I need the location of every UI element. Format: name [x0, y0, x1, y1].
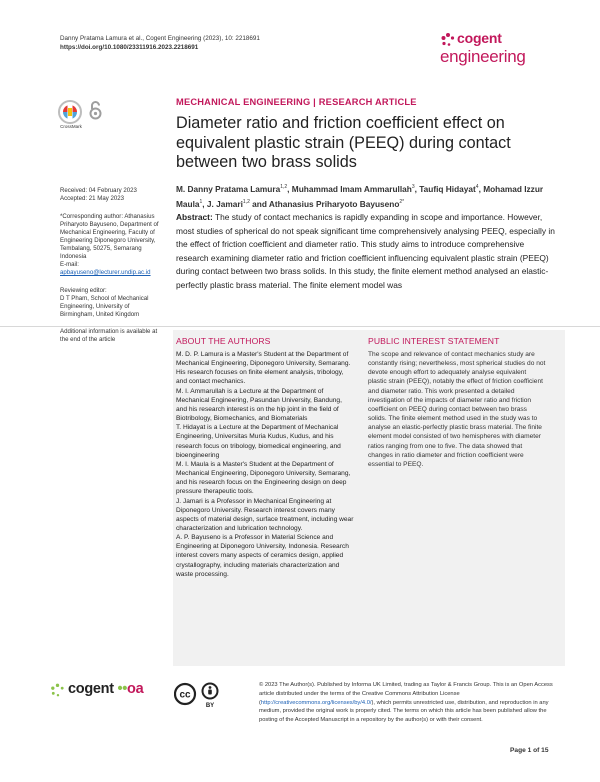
author-name[interactable]: M. Danny Pratama Lamura — [176, 183, 281, 194]
public-interest-heading: PUBLIC INTEREST STATEMENT — [368, 336, 500, 346]
cogent-oa-logo[interactable] — [50, 681, 160, 701]
author-bio: M. I. Ammarullah is a Lecture at the Department of Mechanical Engineering, Pasundan University, Bandung, and his research interest is on the hip joint in the field of Biotribology, Biomechanics, and Biomaterials — [176, 387, 342, 423]
email-line — [60, 261, 165, 277]
article-section: MECHANICAL ENGINEERING | RESEARCH ARTICLE — [176, 97, 417, 107]
article-dates — [60, 187, 165, 203]
corresponding-author-text: *Corresponding author: Athanasius Priharyoto Bayuseno, Department of Mechanical Engineering, Faculty of Engineering Diponegoro University, Tembalang, 50275, Semarang Indonesia — [60, 213, 159, 260]
author-bio: J. Jamari is a Professor in Mechanical Engineering at Diponegoro University. Research interest covers many aspects of material design, surface treatment, including wear characterization and lubrication technology. — [176, 497, 354, 532]
author-separator: and — [249, 198, 269, 209]
reviewing-editor — [60, 287, 165, 319]
license-link[interactable]: http://creativecommons.org/licenses/by/4.0/ — [260, 699, 372, 706]
public-interest-statement: The scope and relevance of contact mechanics study are constantly rising; nevertheless, most spherical studies do not devote enough effort to adequately analyse equivalent plastic strain (PEEQ), notably the effect of friction coefficient and diameter ratio. This work presented a detailed investigation of the impacts of diameter ratio and friction coefficient on PEEQ during contact between two brass solids. The finite element method used in the study was to analyse an elastic-perfectly plastic brass material. The finite element model consisted of two hemispheres with diameter ratios ranging from one to five. The data showed that changes in ratio diameter and friction coefficient were essential to PEEQ. — [368, 351, 546, 468]
author-affiliation: 4 — [475, 184, 479, 190]
cogent-dots-icon — [440, 32, 456, 48]
brand-subject: engineering — [440, 47, 526, 66]
citation-line: Danny Pratama Lamura et al., Cogent Engineering (2023), 10: 2218691 — [60, 35, 260, 42]
cogent-oa-dots-icon — [50, 683, 65, 698]
abstract — [176, 211, 556, 293]
accepted-date: Accepted: 21 May 2023 — [60, 195, 125, 202]
logo-text: cogent — [68, 681, 114, 697]
open-access-lock-icon — [89, 100, 102, 120]
additional-information: Additional information is available at the end of the article — [60, 328, 158, 343]
cogent-oa-wordmark: cogent ••oa — [68, 681, 144, 697]
author-affiliation: 1,2 — [280, 184, 288, 190]
license-statement — [259, 681, 565, 725]
reviewing-editor-label: Reviewing editor: — [60, 287, 107, 294]
license-text: © 2023 The Author(s). Published by Informa UK Limited, trading as Taylor & Francis Group. This is an Open Access article distributed under the terms of the Creative Commons Attribution License ( — [259, 682, 553, 706]
cc-by-label: BY — [205, 703, 215, 708]
author-name[interactable]: J. Jamari — [206, 198, 243, 209]
about-authors — [176, 350, 354, 579]
panel-divider — [0, 326, 600, 327]
author-name[interactable]: Taufiq Hidayat — [419, 183, 476, 194]
author-affiliation: 3 — [411, 184, 415, 190]
author-bio: M. D. P. Lamura is a Master's Student at the Department of Mechanical Engineering, Diponegoro University, Semarang. His research focuses on finite element analysis, tribology, and contact mechanics. — [176, 351, 351, 386]
running-header — [60, 34, 260, 52]
abstract-lead: Abstract: — [176, 212, 213, 222]
author-affiliation: 2* — [399, 198, 405, 205]
author-name[interactable]: Mohamad Izzur Maula — [176, 183, 544, 209]
doi-link[interactable]: https://doi.org/10.1080/23311916.2023.2218691 — [60, 44, 199, 51]
reviewing-editor-name: D T Pham, School of Mechanical Engineering, University of Birmingham, United Kingdom — [60, 295, 149, 318]
received-date: Received: 04 February 2023 — [60, 187, 137, 194]
author-name[interactable]: Athanasius Priharyoto Bayuseno — [268, 198, 400, 209]
email-link[interactable]: apbayuseno@lecturer.undip.ac.id — [60, 269, 151, 276]
page-number: Page 1 of 15 — [510, 747, 549, 754]
brand-name: cogent — [457, 30, 502, 46]
author-separator: , — [478, 183, 484, 194]
author-separator: , — [202, 198, 207, 209]
author-affiliation: 1 — [199, 198, 203, 205]
about-authors-heading: ABOUT THE AUTHORS — [176, 336, 271, 346]
author-separator: , — [414, 183, 420, 194]
author-separator: , — [287, 183, 292, 194]
logo-suffix: oa — [127, 681, 144, 697]
corresponding-author — [60, 213, 165, 277]
author-affiliation: 1,2 — [242, 198, 250, 205]
svg-text:cc: cc — [179, 689, 191, 701]
abstract-text: The study of contact mechanics is rapidly expanding in scope and importance. However, most studies of spherical do not speak significant time comprehensively analysing PEEQ, especially in the effect of friction coefficient and diameter ratio. This study aims to introduce comprehensive research examining diameter ratio and friction coefficient influencing equivalent plastic strain (PEEQ) during contact between two brass solids. In this study, the finite element method analysed an elastic-perfectly plastic brass material. The finite element model was — [176, 212, 555, 290]
creative-commons-by-icon[interactable] — [174, 682, 222, 708]
author-name[interactable]: Muhammad Imam Ammarullah — [291, 183, 412, 194]
author-bio: T. Hidayat is a Lecture at the Department of Mechanical Engineering, Universitas Muria Kudus, Kudus, and his research focus on tribology, biomedical engineering, and bioengineering — [176, 424, 341, 459]
author-bio: M. I. Maula is a Master's Student at the Department of Mechanical Engineering, Diponegoro University, Semarang, and his research focus on the Engineering design on deep pressure therapeutic tools. — [176, 460, 351, 496]
license-text: ), which permits unrestricted use, distribution, and reproduction in any medium, provided the original work is properly cited. The terms on which this article has been published allow the posting of the Accepted Manuscript in a repository by the author(s) or with their consent. — [259, 699, 549, 724]
article-title: Diameter ratio and friction coefficient effect on equivalent plastic strain (PEEQ) during contact between two brass solids — [176, 114, 511, 171]
author-bio: A. P. Bayuseno is a Professor in Material Science and Engineering at Diponegoro University, Indonesia. Research interest covers many aspects of ceramics design, applied crystallography, including materials characterization and waste processing. — [176, 534, 349, 578]
email-label: E-mail: — [60, 261, 79, 268]
author-list — [176, 181, 556, 211]
crossmark-label: CrossMark — [60, 124, 82, 129]
